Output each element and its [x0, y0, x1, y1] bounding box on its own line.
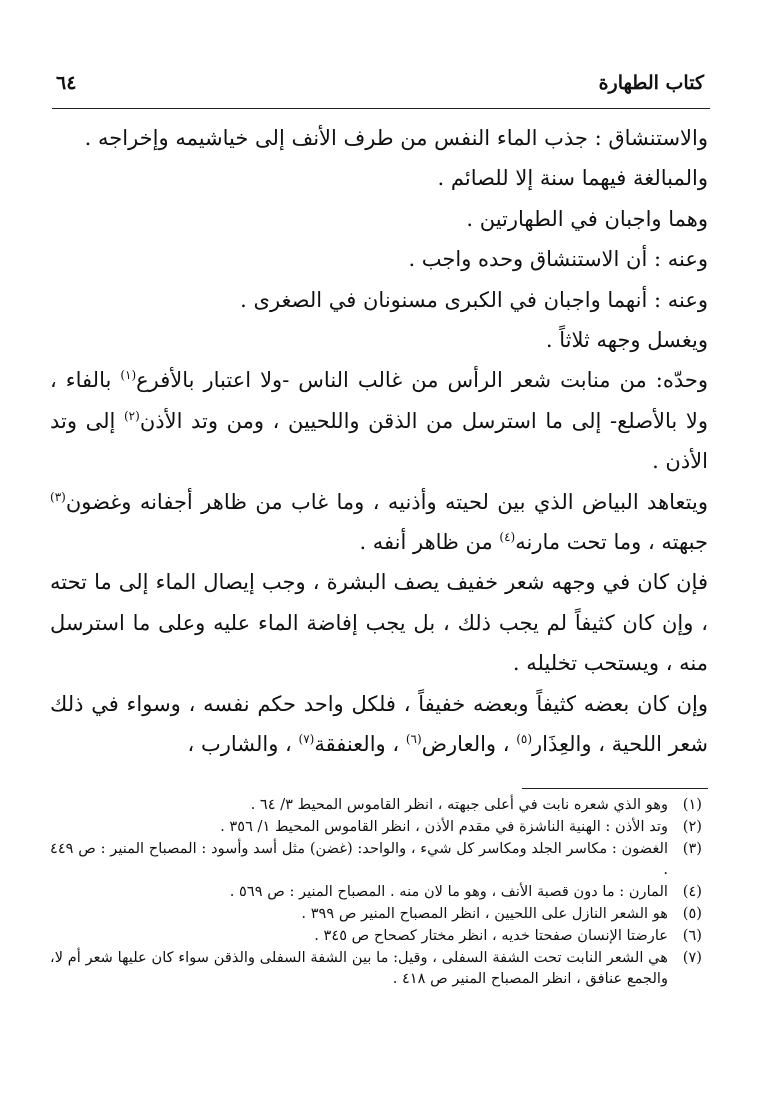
footnote: [50, 816, 702, 838]
text-segment: ، والعارض: [421, 732, 517, 757]
footnote-ref-5: (٥): [516, 732, 533, 747]
footnote-number: (١): [682, 796, 702, 813]
footnote-number: (٥): [682, 904, 702, 922]
footnote-text: وتد الأذن : الهنية الناشزة في مقدم الأذن ، انظر القاموس المحيط ١/ ٣٥٦ .: [220, 817, 668, 835]
header-divider: [52, 108, 710, 109]
footnote-ref-1: (١): [120, 368, 137, 383]
paragraph-wash-face: ويغسل وجهه ثلاثاً .: [545, 328, 708, 353]
paragraph-white-area: [50, 482, 708, 563]
footnote-number: (٤): [682, 883, 702, 901]
footnote: [50, 838, 702, 882]
chapter-title: كتاب الطهارة: [598, 72, 704, 94]
paragraph-mixed-hair: [50, 684, 708, 765]
footnote-text: عارضتا الإنسان صفحتا خديه ، انظر مختار كصحاح ص ٣٤٥ .: [314, 926, 668, 944]
footnote-number: (٦): [682, 926, 702, 944]
footnote-ref-2: (٢): [123, 408, 140, 423]
footnote-text: المارن : ما دون قصبة الأنف ، وهو ما لان منه . المصباح المنير : ص ٥٦٩ .: [229, 883, 668, 901]
paragraph-istinshaq-definition: والاستنشاق : جذب الماء النفس من طرف الأنف إلى خياشيمه وإخراجه .: [84, 126, 708, 150]
footnote: [50, 903, 702, 925]
paragraph-face-limit: [50, 360, 708, 481]
footnote: [50, 881, 702, 903]
footnote: [50, 794, 702, 816]
text-segment: ويتعاهد البياض الذي بين لحيته وأذنيه ، وما غاب من ظاهر أجفانه وغضون: [65, 489, 708, 514]
footnote: [50, 925, 702, 947]
footnote-text: وهو الذي شعره نابت في أعلى جبهته ، انظر القاموس المحيط ٣/ ٦٤ .: [250, 796, 668, 813]
paragraph-riwaya-1: وعنه : أن الاستنشاق وحده واجب .: [408, 247, 708, 272]
text-segment: ، والشارب ،: [187, 732, 299, 757]
footnote-text: هي الشعر النابت تحت الشفة السفلى ، وقيل: ما بين الشفة السفلى والذقن سواء كان عليها شعر أم لا، والجمع عنافق ، انظر المصباح المنير ص ٤١٨ .: [50, 948, 668, 988]
page-header: [52, 72, 704, 102]
footnote: [50, 947, 702, 991]
footnotes-divider: [522, 788, 708, 789]
text-segment: إلى وتد الأذن .: [50, 408, 708, 474]
text-segment: ، والعنفقة: [314, 732, 406, 757]
text-segment: جبهته ، وما تحت مارنه: [515, 530, 708, 555]
footnote-ref-4: (٤): [499, 530, 516, 545]
footnote-text: الغضون : مكاسر الجلد ومكاسر كل شيء ، والواحد: (غضن) مثل أسد وأسود : المصباح المنير : ص ٤٤٩ .: [50, 839, 668, 879]
footnote-ref-7: (٧): [298, 732, 315, 747]
footnote-number: (٣): [682, 839, 702, 857]
footnote-ref-3: (٣): [50, 489, 66, 504]
paragraph-riwaya-2: وعنه : أنهما واجبان في الكبرى مسنونان في الصغرى .: [240, 287, 708, 312]
text-segment: بالفاء ، ولا بالأصلع- إلى ما استرسل من الذقن واللحيين ، ومن وتد الأذن: [50, 368, 708, 433]
page-number: ٦٤: [56, 72, 77, 94]
footnote-number: (٢): [682, 817, 702, 835]
paragraph-wajiban: وهما واجبان في الطهارتين .: [466, 206, 708, 231]
footnote-text: هو الشعر النازل على اللحيين ، انظر المصباح المنير ص ٣٩٩ .: [301, 904, 668, 922]
main-text: [50, 118, 708, 765]
footnote-ref-6: (٦): [405, 732, 422, 747]
text-segment: من ظاهر أنفه .: [359, 530, 500, 555]
text-segment: وإن كان بعضه كثيفاً وبعضه خفيفاً ، فلكل واحد حكم نفسه ، وسواء في ذلك شعر اللحية ، والعِذَار: [50, 691, 708, 757]
footnote-number: (٧): [682, 948, 702, 966]
paragraph-mubalagha: والمبالغة فيهما سنة إلا للصائم .: [437, 166, 708, 191]
footnotes: [50, 794, 702, 990]
paragraph-light-hair: فإن كان في وجهه شعر خفيف يصف البشرة ، وجب إيصال الماء إلى ما تحته ، وإن كان كثيفاً لم يجب ذلك ، بل يجب إفاضة الماء عليه وعلى ما استرسل منه ، ويستحب تخليله .: [50, 570, 708, 676]
text-segment: وحدّه: من منابت شعر الرأس من غالب الناس -ولا اعتبار بالأفرع: [136, 368, 708, 393]
